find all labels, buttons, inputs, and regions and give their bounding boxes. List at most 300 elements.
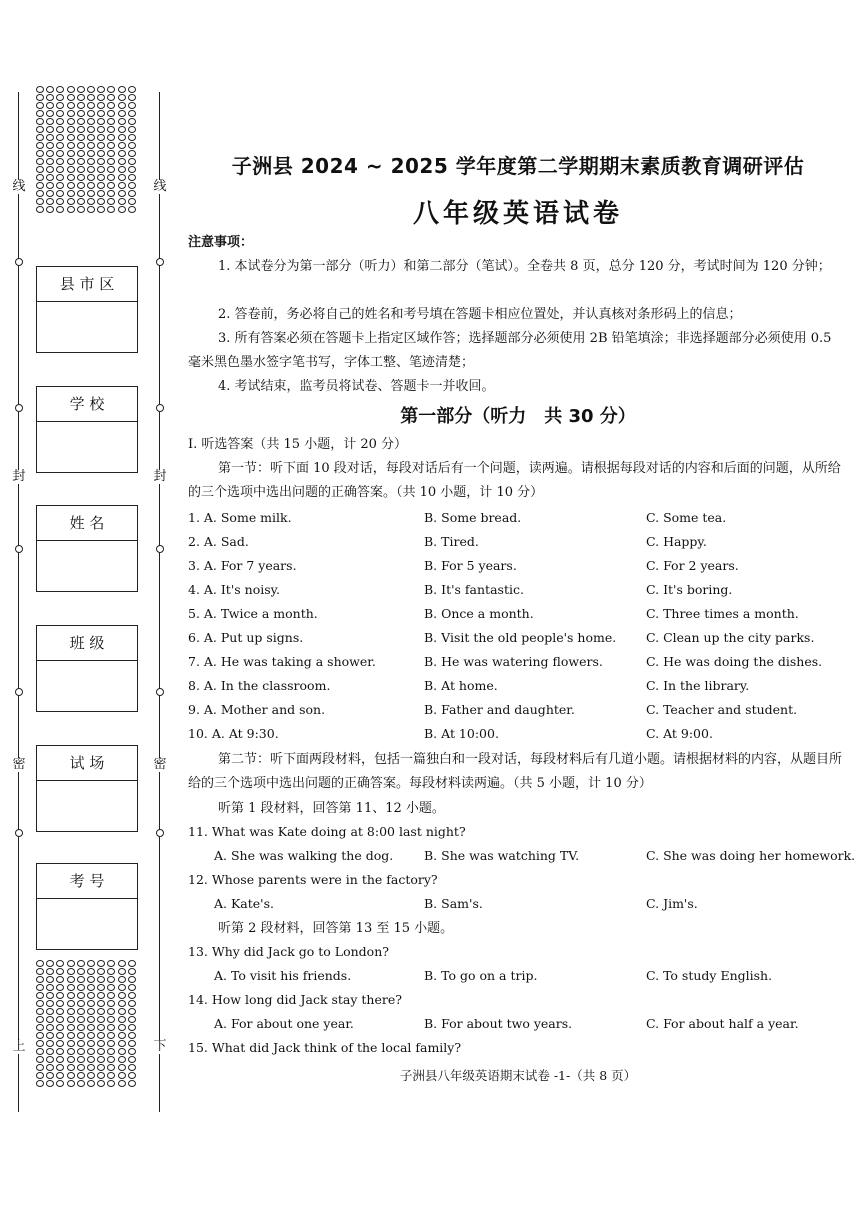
dot-bubble: [67, 960, 75, 967]
dot-bubble: [67, 206, 75, 213]
option-a[interactable]: A. To visit his friends.: [214, 968, 352, 983]
dot-bubble: [87, 1056, 95, 1063]
dot-bubble: [128, 182, 136, 189]
field-label: 学 校: [37, 387, 137, 422]
binding-hole: [15, 258, 23, 266]
dot-bubble: [36, 1040, 44, 1047]
dot-bubble: [56, 118, 64, 125]
notice-item-4: 4. 考试结束，监考员将试卷、答题卡一并收回。: [218, 379, 495, 394]
dot-bubble: [77, 992, 85, 999]
dot-bubble: [36, 1056, 44, 1063]
dot-bubble: [97, 1024, 105, 1031]
dot-bubble: [107, 1072, 115, 1079]
option-b[interactable]: B. Tired.: [424, 534, 479, 549]
dot-bubble: [36, 1072, 44, 1079]
dot-bubble: [118, 190, 126, 197]
dot-bubble: [67, 126, 75, 133]
dot-bubble: [97, 86, 105, 93]
dot-bubble: [77, 984, 85, 991]
dot-bubble: [56, 174, 64, 181]
option-b[interactable]: B. She was watching TV.: [424, 848, 580, 863]
dot-bubble: [107, 1024, 115, 1031]
dot-bubble: [36, 134, 44, 141]
dot-bubble: [77, 166, 85, 173]
dot-bubble: [67, 182, 75, 189]
field-school[interactable]: [36, 386, 138, 473]
dot-grid-top: [36, 86, 138, 213]
dot-bubble: [97, 94, 105, 101]
option-c[interactable]: C. Jim's.: [646, 896, 698, 911]
dot-bubble: [46, 1040, 54, 1047]
dot-bubble: [56, 110, 64, 117]
dot-bubble: [77, 182, 85, 189]
dot-bubble: [46, 126, 54, 133]
dot-bubble: [67, 86, 75, 93]
dot-bubble: [87, 992, 95, 999]
question-row: [188, 627, 848, 649]
dot-bubble: [56, 134, 64, 141]
dot-bubble: [118, 1064, 126, 1071]
dot-bubble: [128, 1056, 136, 1063]
dot-bubble: [56, 206, 64, 213]
dot-bubble: [77, 1008, 85, 1015]
dot-bubble: [107, 126, 115, 133]
dot-bubble: [97, 126, 105, 133]
dot-bubble: [118, 142, 126, 149]
dot-bubble: [77, 174, 85, 181]
option-c[interactable]: C. Clean up the city parks.: [646, 630, 815, 645]
dot-bubble: [107, 158, 115, 165]
question-11: 11. What was Kate doing at 8:00 last night?: [188, 824, 466, 839]
dot-bubble: [128, 960, 136, 967]
dot-bubble: [46, 198, 54, 205]
dot-bubble: [118, 1024, 126, 1031]
dot-bubble: [46, 1064, 54, 1071]
dot-bubble: [56, 968, 64, 975]
dot-bubble: [46, 86, 54, 93]
field-label: 考 号: [37, 864, 137, 899]
option-b[interactable]: B. For 5 years.: [424, 558, 517, 573]
dot-bubble: [97, 1048, 105, 1055]
dot-bubble: [87, 968, 95, 975]
dot-bubble: [97, 174, 105, 181]
margin-label-shang: 上: [12, 1039, 26, 1054]
dot-bubble: [77, 1080, 85, 1087]
dot-bubble: [46, 1032, 54, 1039]
dot-bubble: [87, 1080, 95, 1087]
option-c[interactable]: C. It's boring.: [646, 582, 733, 597]
dot-bubble: [128, 1080, 136, 1087]
option-a[interactable]: 2. A. Sad.: [188, 534, 249, 549]
question-14-options: [188, 1013, 848, 1035]
dot-bubble: [56, 1064, 64, 1071]
option-a[interactable]: 6. A. Put up signs.: [188, 630, 304, 645]
dot-bubble: [36, 190, 44, 197]
dot-bubble: [118, 174, 126, 181]
margin-label-feng-left: 封: [12, 469, 26, 484]
dot-bubble: [67, 174, 75, 181]
question-12: 12. Whose parents were in the factory?: [188, 872, 438, 887]
dot-bubble: [77, 976, 85, 983]
binding-hole: [156, 258, 164, 266]
dot-bubble: [46, 94, 54, 101]
dot-bubble: [77, 118, 85, 125]
dot-bubble: [107, 1008, 115, 1015]
section1-instructions: 第一节：听下面 10 段对话，每段对话后有一个问题，读两遍。请根据每段对话的内容和后面的问题，从所给的三个选项中选出问题的正确答案。（共 10 小题，计 10 分）: [188, 461, 841, 500]
option-a[interactable]: A. For about one year.: [214, 1016, 354, 1031]
dot-bubble: [56, 142, 64, 149]
binding-hole: [15, 688, 23, 696]
margin-label-mi-right: 密: [153, 757, 167, 772]
dot-bubble: [36, 976, 44, 983]
dot-bubble: [77, 968, 85, 975]
dot-bubble: [87, 1024, 95, 1031]
dot-bubble: [46, 182, 54, 189]
dot-bubble: [67, 1056, 75, 1063]
option-b[interactable]: B. For about two years.: [424, 1016, 573, 1031]
dot-bubble: [87, 1040, 95, 1047]
question-14: 14. How long did Jack stay there?: [188, 992, 402, 1007]
dot-bubble: [77, 960, 85, 967]
option-c[interactable]: C. Some tea.: [646, 510, 727, 525]
dot-bubble: [36, 1080, 44, 1087]
question-row: [188, 507, 848, 529]
dot-bubble: [87, 126, 95, 133]
dot-bubble: [56, 126, 64, 133]
dot-bubble: [128, 1040, 136, 1047]
dot-bubble: [56, 960, 64, 967]
dot-bubble: [87, 198, 95, 205]
option-b[interactable]: B. Father and daughter.: [424, 702, 575, 717]
dot-bubble: [128, 110, 136, 117]
dot-bubble: [46, 206, 54, 213]
dot-bubble: [46, 968, 54, 975]
dot-bubble: [118, 206, 126, 213]
field-exam-number[interactable]: [36, 863, 138, 950]
dot-bubble: [36, 94, 44, 101]
dot-bubble: [87, 1032, 95, 1039]
option-a[interactable]: 7. A. He was taking a shower.: [188, 654, 376, 669]
option-c[interactable]: C. To study English.: [646, 968, 773, 983]
dot-bubble: [46, 992, 54, 999]
dot-bubble: [107, 86, 115, 93]
dot-bubble: [87, 960, 95, 967]
dot-bubble: [97, 190, 105, 197]
question-12-options: [188, 893, 848, 915]
dot-bubble: [118, 126, 126, 133]
option-c[interactable]: C. For about half a year.: [646, 1016, 799, 1031]
option-c[interactable]: C. He was doing the dishes.: [646, 654, 823, 669]
dot-bubble: [97, 142, 105, 149]
dot-bubble: [128, 86, 136, 93]
dot-bubble: [128, 1008, 136, 1015]
dot-bubble: [128, 1032, 136, 1039]
dot-bubble: [87, 1048, 95, 1055]
dot-bubble: [67, 976, 75, 983]
binding-hole: [156, 829, 164, 837]
option-a[interactable]: A. Kate's.: [214, 896, 275, 911]
dot-bubble: [107, 166, 115, 173]
option-c[interactable]: C. She was doing her homework.: [646, 848, 856, 863]
dot-bubble: [46, 118, 54, 125]
dot-bubble: [56, 190, 64, 197]
dot-bubble: [87, 182, 95, 189]
dot-bubble: [87, 94, 95, 101]
dot-bubble: [107, 118, 115, 125]
question-row: [188, 531, 848, 553]
dot-bubble: [118, 102, 126, 109]
margin-label-xian-right: 线: [153, 179, 167, 194]
dot-bubble: [97, 150, 105, 157]
dot-bubble: [67, 1008, 75, 1015]
dot-bubble: [46, 102, 54, 109]
option-a[interactable]: 1. A. Some milk.: [188, 510, 292, 525]
dot-bubble: [97, 198, 105, 205]
field-label: 试 场: [37, 746, 137, 781]
dot-bubble: [107, 94, 115, 101]
option-a[interactable]: 5. A. Twice a month.: [188, 606, 318, 621]
question-row: [188, 699, 848, 721]
dot-bubble: [128, 126, 136, 133]
dot-bubble: [128, 198, 136, 205]
option-a[interactable]: 3. A. For 7 years.: [188, 558, 297, 573]
option-b[interactable]: B. He was watering flowers.: [424, 654, 603, 669]
dot-bubble: [56, 86, 64, 93]
option-c[interactable]: C. In the library.: [646, 678, 750, 693]
dot-bubble: [87, 86, 95, 93]
dot-bubble: [77, 86, 85, 93]
option-b[interactable]: B. Sam's.: [424, 896, 483, 911]
dot-bubble: [36, 1016, 44, 1023]
margin-label-xia: 下: [153, 1039, 167, 1054]
dot-bubble: [67, 190, 75, 197]
dot-bubble: [128, 142, 136, 149]
option-c[interactable]: C. Happy.: [646, 534, 707, 549]
dot-bubble: [56, 984, 64, 991]
dot-bubble: [36, 142, 44, 149]
dot-bubble: [118, 1016, 126, 1023]
option-c[interactable]: C. Teacher and student.: [646, 702, 798, 717]
dot-bubble: [107, 1080, 115, 1087]
field-exam-room[interactable]: [36, 745, 138, 832]
dot-bubble: [128, 968, 136, 975]
dot-bubble: [46, 984, 54, 991]
question-row: [188, 651, 848, 673]
dot-bubble: [67, 110, 75, 117]
dot-bubble: [36, 1064, 44, 1071]
field-name[interactable]: [36, 505, 138, 592]
option-b[interactable]: B. Visit the old people's home.: [424, 630, 617, 645]
dot-bubble: [46, 190, 54, 197]
exam-subtitle: 八年级英语试卷: [412, 199, 623, 229]
dot-bubble: [46, 142, 54, 149]
dot-bubble: [46, 1008, 54, 1015]
dot-bubble: [87, 150, 95, 157]
option-a[interactable]: 4. A. It's noisy.: [188, 582, 281, 597]
dot-bubble: [128, 984, 136, 991]
question-13-options: [188, 965, 848, 987]
dot-bubble: [56, 1040, 64, 1047]
dot-bubble: [107, 1048, 115, 1055]
dot-bubble: [46, 1048, 54, 1055]
option-a[interactable]: 8. A. In the classroom.: [188, 678, 331, 693]
dot-bubble: [67, 166, 75, 173]
dot-bubble: [46, 110, 54, 117]
option-b[interactable]: B. Once a month.: [424, 606, 534, 621]
dot-bubble: [118, 150, 126, 157]
dot-bubble: [118, 1000, 126, 1007]
part1-title: 第一部分（听力 共 30 分）: [400, 406, 636, 427]
dot-bubble: [128, 1016, 136, 1023]
dot-bubble: [56, 1056, 64, 1063]
dot-bubble: [46, 1080, 54, 1087]
dot-bubble: [87, 1072, 95, 1079]
dot-bubble: [36, 1000, 44, 1007]
dot-bubble: [118, 110, 126, 117]
dot-bubble: [118, 166, 126, 173]
dot-bubble: [56, 94, 64, 101]
dot-bubble: [128, 190, 136, 197]
dot-bubble: [107, 968, 115, 975]
dot-bubble: [36, 206, 44, 213]
dot-bubble: [128, 1048, 136, 1055]
field-label: 班 级: [37, 626, 137, 661]
margin-label-mi-left: 密: [12, 757, 26, 772]
dot-bubble: [87, 190, 95, 197]
dot-bubble: [97, 1000, 105, 1007]
dot-bubble: [128, 1064, 136, 1071]
dot-bubble: [118, 1008, 126, 1015]
field-county[interactable]: [36, 266, 138, 353]
dot-bubble: [36, 968, 44, 975]
dot-bubble: [36, 1024, 44, 1031]
dot-bubble: [107, 960, 115, 967]
dot-bubble: [77, 1016, 85, 1023]
dot-bubble: [107, 1000, 115, 1007]
binding-margin: [0, 0, 180, 1216]
question-row: [188, 675, 848, 697]
dot-bubble: [97, 1056, 105, 1063]
dot-bubble: [36, 960, 44, 967]
dot-bubble: [46, 1072, 54, 1079]
dot-bubble: [56, 1016, 64, 1023]
notice-item-3: 3. 所有答案必须在答题卡上指定区域作答；选择题部分必须使用 2B 铅笔填涂；非选择题部分必须使用 0.5 毫米黑色墨水签字笔书写，字体工整、笔迹清楚；: [188, 331, 832, 370]
dot-bubble: [67, 992, 75, 999]
dot-bubble: [46, 1024, 54, 1031]
question-11-options: [188, 845, 856, 867]
binding-hole: [156, 545, 164, 553]
dot-bubble: [107, 206, 115, 213]
binding-hole: [15, 829, 23, 837]
dot-bubble: [118, 992, 126, 999]
dot-bubble: [87, 134, 95, 141]
dot-bubble: [128, 166, 136, 173]
option-b[interactable]: B. Some bread.: [424, 510, 522, 525]
dot-bubble: [67, 142, 75, 149]
dot-bubble: [118, 984, 126, 991]
dot-bubble: [36, 166, 44, 173]
dot-bubble: [107, 1016, 115, 1023]
dot-bubble: [77, 1072, 85, 1079]
binding-hole: [156, 404, 164, 412]
dot-bubble: [36, 992, 44, 999]
dot-bubble: [67, 1048, 75, 1055]
dot-bubble: [67, 150, 75, 157]
notice-item-1: 1. 本试卷分为第一部分（听力）和第二部分（笔试）。全卷共 8 页，总分 120 分，考试时间为 120 分钟；: [218, 259, 831, 274]
dot-bubble: [56, 976, 64, 983]
dot-bubble: [97, 1080, 105, 1087]
dot-bubble: [67, 1032, 75, 1039]
dot-bubble: [36, 182, 44, 189]
section2-instructions: 第二节：听下面两段材料，包括一篇独白和一段对话，每段材料后有几道小题。请根据材料的内容，从题目所给的三个选项中选出问题的正确答案。每段材料读两遍。（共 5 小题，计 10 分）: [188, 752, 843, 791]
notice-item-2: 2. 答卷前，务必将自己的姓名和考号填在答题卡相应位置处，并认真核对条形码上的信息；: [218, 307, 742, 322]
dot-bubble: [97, 960, 105, 967]
field-label: 姓 名: [37, 506, 137, 541]
dot-bubble: [97, 166, 105, 173]
dot-bubble: [87, 118, 95, 125]
option-c[interactable]: C. Three times a month.: [646, 606, 799, 621]
dot-bubble: [67, 968, 75, 975]
option-a[interactable]: 10. A. At 9:30.: [188, 726, 279, 741]
dot-bubble: [128, 94, 136, 101]
dot-bubble: [87, 166, 95, 173]
dot-bubble: [128, 206, 136, 213]
dot-bubble: [56, 150, 64, 157]
material-1-note: 听第 1 段材料，回答第 11、12 小题。: [218, 801, 445, 816]
option-c[interactable]: C. At 9:00.: [646, 726, 713, 741]
dot-bubble: [118, 1032, 126, 1039]
dot-bubble: [97, 1032, 105, 1039]
dot-bubble: [67, 158, 75, 165]
option-b[interactable]: B. It's fantastic.: [424, 582, 524, 597]
option-a[interactable]: A. She was walking the dog.: [214, 848, 394, 863]
dot-bubble: [56, 1072, 64, 1079]
dot-bubble: [118, 94, 126, 101]
option-b[interactable]: B. To go on a trip.: [424, 968, 538, 983]
dot-bubble: [56, 1008, 64, 1015]
dot-bubble: [77, 198, 85, 205]
dot-bubble: [46, 150, 54, 157]
dot-bubble: [67, 1024, 75, 1031]
dot-bubble: [128, 158, 136, 165]
dot-bubble: [77, 1024, 85, 1031]
dot-bubble: [107, 102, 115, 109]
dot-bubble: [107, 992, 115, 999]
dot-bubble: [128, 1024, 136, 1031]
dot-bubble: [107, 150, 115, 157]
option-a[interactable]: 9. A. Mother and son.: [188, 702, 326, 717]
dot-bubble: [118, 1048, 126, 1055]
dot-bubble: [107, 984, 115, 991]
dot-bubble: [67, 1080, 75, 1087]
option-c[interactable]: C. For 2 years.: [646, 558, 739, 573]
dot-bubble: [118, 1040, 126, 1047]
field-class[interactable]: [36, 625, 138, 712]
dot-bubble: [77, 1000, 85, 1007]
dot-bubble: [36, 174, 44, 181]
dot-bubble: [56, 102, 64, 109]
option-b[interactable]: B. At home.: [424, 678, 498, 693]
dot-bubble: [77, 1048, 85, 1055]
option-b[interactable]: B. At 10:00.: [424, 726, 499, 741]
dot-bubble: [77, 206, 85, 213]
dot-bubble: [107, 1064, 115, 1071]
dot-bubble: [77, 126, 85, 133]
dot-bubble: [36, 198, 44, 205]
dot-bubble: [46, 134, 54, 141]
binding-hole: [15, 404, 23, 412]
dot-bubble: [36, 102, 44, 109]
